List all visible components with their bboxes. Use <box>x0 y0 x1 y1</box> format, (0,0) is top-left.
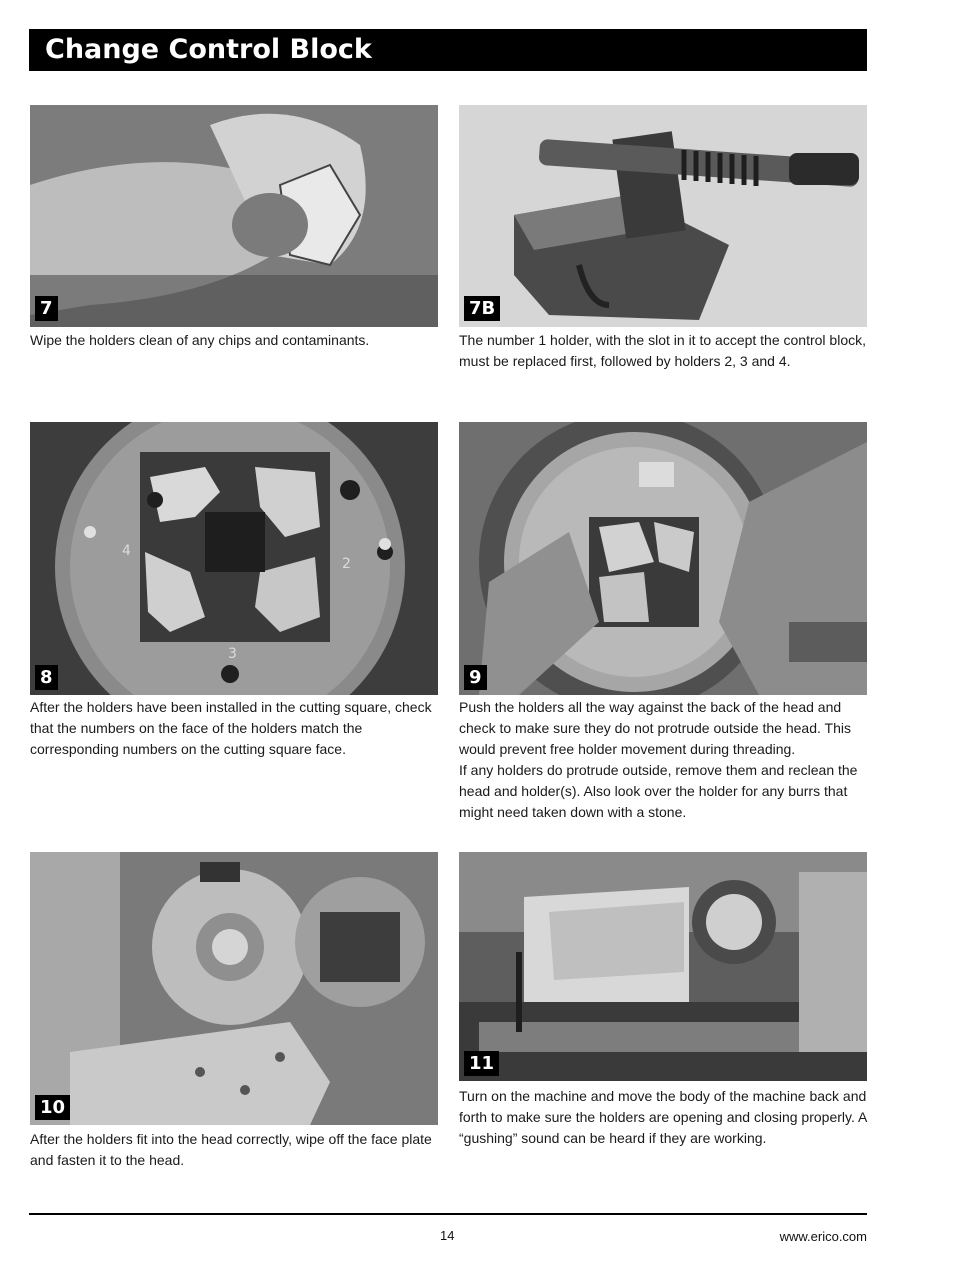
step-11-caption <box>459 1086 871 1149</box>
holder-with-screw-illustration <box>459 105 867 327</box>
step-10-caption <box>30 1129 440 1171</box>
square-number-3: 3 <box>228 646 237 662</box>
step-10-badge: 10 <box>35 1095 70 1120</box>
footer-divider <box>29 1213 867 1215</box>
step-7b-photo <box>459 105 867 327</box>
step-8-badge: 8 <box>35 665 58 690</box>
step-8-caption <box>30 697 440 760</box>
step-8-photo <box>30 422 438 695</box>
face-plate-illustration <box>30 852 438 1125</box>
page-number: 14 <box>440 1228 455 1243</box>
step-9-photo <box>459 422 867 695</box>
step-11-photo <box>459 852 867 1081</box>
page-title: Change Control Block <box>29 29 867 71</box>
step-9-caption <box>459 697 871 823</box>
caption-paragraph: After the holders fit into the head correctly, wipe off the face plate and fasten it to the head. <box>30 1131 432 1168</box>
caption-paragraph: After the holders have been installed in the cutting square, check that the numbers on the face of the holders match the corresponding numbers on the cutting square face. <box>30 699 432 757</box>
step-7-badge: 7 <box>35 296 58 321</box>
step-7b-caption <box>459 330 869 372</box>
head-assembly-illustration <box>459 422 867 695</box>
cutting-square-illustration <box>30 422 438 695</box>
step-11-badge: 11 <box>464 1051 499 1076</box>
caption-paragraph: Wipe the holders clean of any chips and contaminants. <box>30 332 370 348</box>
caption-paragraph: Turn on the machine and move the body of the machine back and forth to make sure the holders are opening and closing properly. A “gushing” sound can be heard if they are working. <box>459 1088 867 1146</box>
step-7b-badge: 7B <box>464 296 500 321</box>
square-number-4: 4 <box>122 543 131 559</box>
website-link[interactable]: www.erico.com <box>779 1229 867 1244</box>
step-7-caption <box>30 330 440 351</box>
square-number-2: 2 <box>342 556 351 572</box>
step-9-badge: 9 <box>464 665 487 690</box>
hands-wiping-holder-illustration <box>30 105 438 327</box>
caption-paragraph: If any holders do protrude outside, remove them and reclean the head and holder(s). Also look over the holder for any burrs that might need taken down with a stone. <box>459 762 858 820</box>
threading-machine-illustration <box>459 852 867 1081</box>
step-7-photo <box>30 105 438 327</box>
step-10-photo <box>30 852 438 1125</box>
caption-paragraph: The number 1 holder, with the slot in it to accept the control block, must be replaced first, followed by holders 2, 3 and 4. <box>459 332 866 369</box>
caption-paragraph: Push the holders all the way against the back of the head and check to make sure they do not protrude outside the head. This would prevent free holder movement during threading. <box>459 699 851 757</box>
